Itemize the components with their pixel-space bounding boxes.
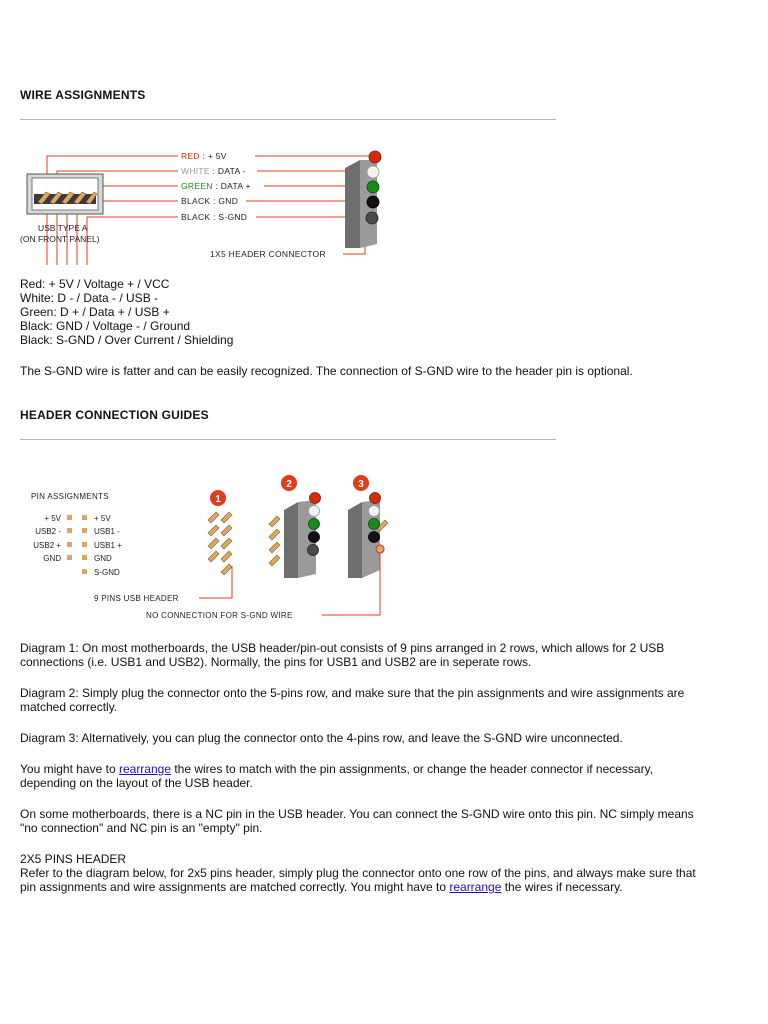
wire-color-name: GREEN	[181, 181, 213, 191]
header-connection-diagram	[0, 470, 400, 622]
connector-on-5-pin-row	[269, 493, 321, 579]
wire-color-list	[20, 277, 755, 347]
pin-assignments-title: PIN ASSIGNMENTS	[31, 492, 109, 501]
pin-label: GND	[43, 554, 61, 563]
paragraph-text: the wires if necessary.	[501, 880, 623, 894]
wire-color-line: Red: + 5V / Voltage + / VCC	[20, 277, 170, 291]
svg-text:GREEN : DATA +	[181, 181, 251, 191]
nine-pin-header-caption: 9 PINS USB HEADER	[94, 594, 179, 603]
badge-number: 3	[358, 479, 364, 490]
pin-squares	[67, 515, 87, 574]
1x5-header-connector	[345, 151, 381, 248]
pin-label: USB2 -	[35, 527, 61, 536]
rearrange-link[interactable]: rearrange	[118, 762, 171, 776]
2x5-pins-header-section	[20, 852, 755, 894]
paragraph-line: Diagram 1: On most motherboards, the USB header/pin-out consists of 9 pins arranged in 2 rows, which allows for 2 USB	[20, 641, 665, 655]
header-connector-label: 1X5 HEADER CONNECTOR	[210, 249, 326, 259]
diagram-1-description	[20, 641, 755, 669]
paragraph-text: pin assignments and wire assignments are matched correctly. You might have to	[20, 880, 450, 894]
usb-type-a-label: USB TYPE A	[38, 223, 88, 233]
paragraph-line: matched correctly.	[20, 700, 118, 714]
sgnd-note: The S-GND wire is fatter and can be easily recognized. The connection of S-GND wire to the header pin is optional.	[20, 364, 633, 378]
wire-color-name: BLACK	[181, 196, 211, 206]
wire-assignment-diagram	[0, 140, 400, 265]
pin-label: S-GND	[94, 568, 120, 577]
paragraph-line: Refer to the diagram below, for 2x5 pins header, simply plug the connector onto one row of the pins, and always make sure that	[20, 866, 696, 880]
pin-label: USB1 -	[94, 527, 120, 536]
rearrange-paragraph	[20, 762, 755, 790]
svg-text:BLACK : GND	[181, 196, 238, 206]
paragraph-line: On some motherboards, there is a NC pin in the USB header. You can connect the S-GND wire onto this pin. NC simply means	[20, 807, 694, 821]
wire-signal: : GND	[210, 196, 239, 206]
wire-signal: : DATA +	[212, 181, 251, 191]
diagram-2-description	[20, 686, 755, 714]
wire-color-name: WHITE	[181, 166, 210, 176]
paragraph-line: connections (i.e. USB1 and USB2). Normally, the pins for USB1 and USB2 are in seperate rows.	[20, 655, 532, 669]
no-connection-caption: NO CONNECTION FOR S-GND WIRE	[146, 611, 293, 620]
svg-text:RED : + 5V	[181, 151, 227, 161]
wire-signal: : DATA -	[209, 166, 246, 176]
pin-label: + 5V	[94, 514, 111, 523]
nc-pin-paragraph	[20, 807, 755, 835]
pin-label: + 5V	[44, 514, 61, 523]
badge-number: 1	[215, 494, 221, 505]
wire-signal: : + 5V	[199, 151, 227, 161]
diagram-3-description: Diagram 3: Alternatively, you can plug the connector onto the 4-pins row, and leave the S-GND wire unconnected.	[20, 731, 623, 745]
paragraph-line: Diagram 2: Simply plug the connector onto the 5-pins row, and make sure that the pin assignments and wire assignments are	[20, 686, 685, 700]
wire-color-line: Black: S-GND / Over Current / Shielding	[20, 333, 234, 347]
svg-text:WHITE : DATA -	[181, 166, 246, 176]
subsection-title: 2X5 PINS HEADER	[20, 852, 127, 866]
pin-label: USB1 +	[94, 541, 122, 550]
front-panel-label: (ON FRONT PANEL)	[20, 234, 100, 244]
usb-type-a-plug	[27, 174, 103, 214]
wire-color-name: RED	[181, 151, 200, 161]
pin-label: USB2 +	[33, 541, 61, 550]
nine-pin-header	[208, 512, 232, 575]
section-divider	[20, 439, 556, 440]
paragraph-text: You might have to	[20, 762, 119, 776]
connector-on-4-pin-row	[348, 493, 388, 579]
paragraph-line: depending on the layout of the USB header.	[20, 776, 253, 790]
rearrange-link[interactable]: rearrange	[449, 880, 502, 894]
paragraph-line: "no connection" and NC pin is an "empty" pin.	[20, 821, 263, 835]
wire-color-line: Black: GND / Voltage - / Ground	[20, 319, 191, 333]
wire-color-line: Green: D + / Data + / USB +	[20, 305, 170, 319]
diagram-badges	[210, 475, 369, 506]
header-connection-guides-heading: HEADER CONNECTION GUIDES	[20, 408, 209, 422]
wire-color-name: BLACK	[181, 212, 211, 222]
paragraph-text: the wires to match with the pin assignments, or change the header connector if necessary,	[171, 762, 654, 776]
section-divider	[20, 119, 556, 120]
svg-text:BLACK : S-GND	[181, 212, 247, 222]
wire-assignments-heading: WIRE ASSIGNMENTS	[20, 88, 146, 102]
badge-number: 2	[286, 479, 292, 490]
pin-label: GND	[94, 554, 112, 563]
wire-signal: : S-GND	[210, 212, 248, 222]
wire-color-line: White: D - / Data - / USB -	[20, 291, 159, 305]
